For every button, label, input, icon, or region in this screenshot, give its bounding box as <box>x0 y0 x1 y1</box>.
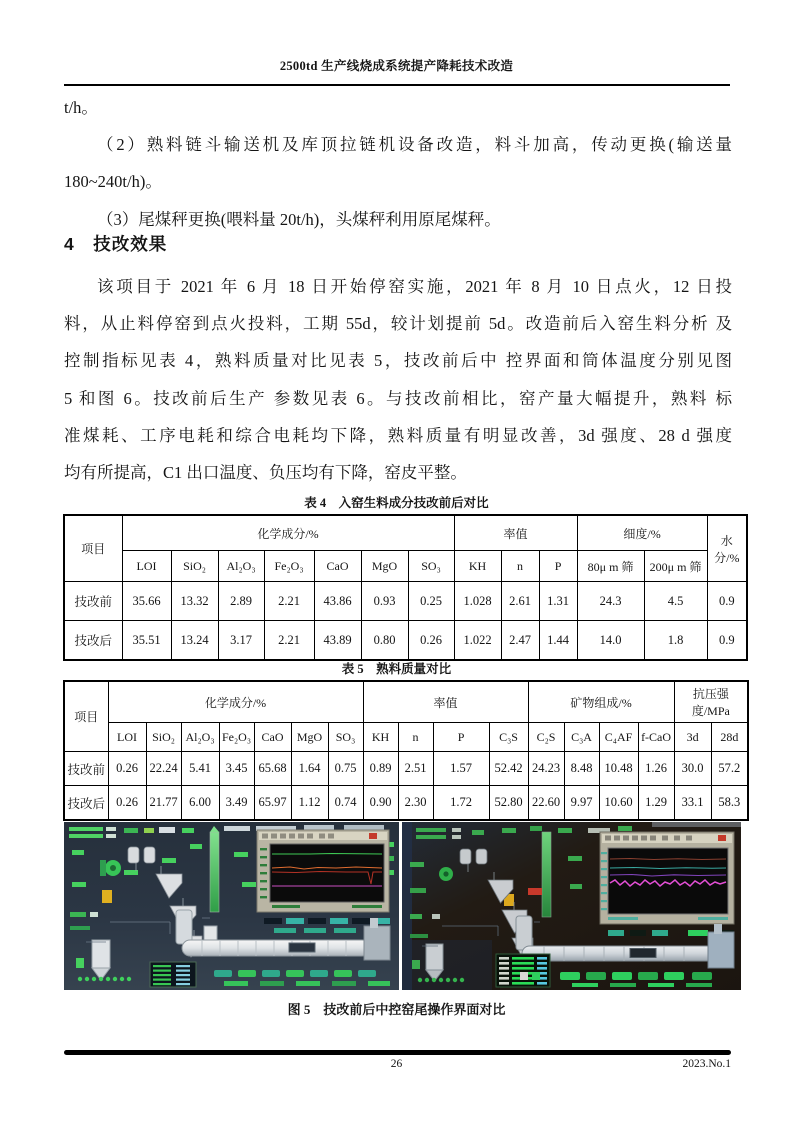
column-header-cell: CaO <box>254 723 291 752</box>
column-header-cell: n <box>501 551 539 582</box>
table-cell: 0.80 <box>361 621 408 661</box>
column-header-cell: 80μ m 筛 <box>577 551 644 582</box>
column-header-cell: KH <box>454 551 501 582</box>
table-cell: 1.44 <box>539 621 577 661</box>
text-line: 控制指标见表 4，熟料质量对比见表 5，技改前后中 控界面和筒体温度分别见图 <box>64 351 732 371</box>
table5-group-header-row <box>64 681 748 723</box>
footer-rule <box>64 1050 731 1055</box>
text-line: （2）熟料链斗输送机及库顶拉链机设备改造，料斗加高，传动更换(输送量 <box>97 135 732 155</box>
table5-subheader-row <box>64 723 748 752</box>
table4-corner-cell: 项目 <box>64 515 122 582</box>
table-cell: 1.29 <box>638 786 674 821</box>
table-cell: 1.26 <box>638 752 674 786</box>
trend-window <box>257 830 389 912</box>
table-cell: 1.72 <box>433 786 489 821</box>
table-cell: 9.97 <box>564 786 599 821</box>
column-header-cell: Fe₂O₃ <box>219 723 254 752</box>
table-cell: 1.57 <box>433 752 489 786</box>
red-status-chip <box>528 888 542 895</box>
table-cell: 0.75 <box>328 752 363 786</box>
table-cell: 65.97 <box>254 786 291 821</box>
table-cell: 0.25 <box>408 582 454 621</box>
table-cell: 8.48 <box>564 752 599 786</box>
riser-duct <box>542 832 551 917</box>
table-cell: 24.23 <box>528 752 564 786</box>
column-header-cell: 3d <box>674 723 711 752</box>
column-header-cell: Al₂O₃ <box>181 723 219 752</box>
table-cell: 43.86 <box>314 582 361 621</box>
column-header-cell: n <box>398 723 433 752</box>
column-header-cell: MgO <box>291 723 328 752</box>
table5-body <box>64 752 748 821</box>
table-cell: 22.60 <box>528 786 564 821</box>
table5-group-minerals: 矿物组成/% <box>528 681 674 723</box>
table-cell: 4.5 <box>644 582 707 621</box>
dcs-screen-before-graphic <box>64 822 399 990</box>
table5-caption: 表 5 熟料质量对比 <box>341 662 452 676</box>
column-header-cell: C₃S <box>489 723 528 752</box>
table-cell: 5.41 <box>181 752 219 786</box>
table-cell: 33.1 <box>674 786 711 821</box>
table4-group-moisture: 水分/% <box>707 515 747 582</box>
running-header: 2500td 生产线烧成系统提产降耗技术改造 <box>279 59 514 73</box>
column-header-cell: Fe₂O₃ <box>264 551 314 582</box>
table4-group-ratios: 率值 <box>454 515 577 551</box>
row-label: 技改后 <box>64 621 122 661</box>
fan-icon <box>439 867 453 881</box>
table-cell: 2.61 <box>501 582 539 621</box>
intro-text <box>64 89 732 238</box>
table-cell: 22.24 <box>146 752 181 786</box>
column-header-cell: 200μ m 筛 <box>644 551 707 582</box>
column-header-cell: C₂S <box>528 723 564 752</box>
column-header-cell: 28d <box>711 723 748 752</box>
dcs-screen-after-graphic <box>402 822 741 990</box>
table-cell: 57.2 <box>711 752 748 786</box>
table5-group-chemistry: 化学成分/% <box>108 681 363 723</box>
table5-corner-cell: 项目 <box>64 681 108 752</box>
table-cell: 0.26 <box>108 752 146 786</box>
table-cell: 1.022 <box>454 621 501 661</box>
dcs-screenshot-after <box>402 822 741 990</box>
table-cell: 43.89 <box>314 621 361 661</box>
text-line: 料，从止料停窑到点火投料，工期 55d，较计划提前 5d。改造前后入窑生料分析 及 <box>64 314 732 334</box>
text-line: 准煤耗、工序电耗和综合电耗均下降，熟料质量有明显改善，3d 强度、28 d 强度 <box>64 425 732 445</box>
table-cell: 2.47 <box>501 621 539 661</box>
table-cell: 0.89 <box>363 752 398 786</box>
section-heading: 4 技改效果 <box>64 234 168 254</box>
table-cell: 0.9 <box>707 582 747 621</box>
table-cell: 35.51 <box>122 621 171 661</box>
column-header-cell: SiO₂ <box>171 551 218 582</box>
figure-caption: 图 5 技改前后中控窑尾操作界面对比 <box>287 1002 506 1017</box>
table-cell: 0.26 <box>108 786 146 821</box>
column-header-cell: KH <box>363 723 398 752</box>
table-cell: 24.3 <box>577 582 644 621</box>
table-cell: 1.8 <box>644 621 707 661</box>
column-header-cell: SiO₂ <box>146 723 181 752</box>
table-cell: 0.90 <box>363 786 398 821</box>
table-cell: 1.64 <box>291 752 328 786</box>
column-header-cell: C₃A <box>564 723 599 752</box>
table-cell: 1.028 <box>454 582 501 621</box>
table-cell: 0.74 <box>328 786 363 821</box>
table-cell: 2.51 <box>398 752 433 786</box>
table-cell: 13.32 <box>171 582 218 621</box>
header-rule <box>64 84 730 86</box>
table-cell: 0.93 <box>361 582 408 621</box>
column-header-cell: SO₃ <box>408 551 454 582</box>
column-header-cell: SO₃ <box>328 723 363 752</box>
bezel-glare <box>652 822 741 827</box>
table-cell: 52.42 <box>489 752 528 786</box>
table-row <box>64 621 747 661</box>
values-table <box>496 954 550 987</box>
alarm-chip <box>102 890 112 903</box>
table-cell: 3.17 <box>218 621 264 661</box>
row-label: 技改前 <box>64 752 108 786</box>
column-header-cell: C₄AF <box>599 723 638 752</box>
table-cell: 14.0 <box>577 621 644 661</box>
table-cell: 58.3 <box>711 786 748 821</box>
table-cell: 21.77 <box>146 786 181 821</box>
column-header-cell: LOI <box>122 551 171 582</box>
table-raw-meal-comparison <box>63 514 748 661</box>
trend-window <box>600 832 734 924</box>
table-cell: 2.30 <box>398 786 433 821</box>
table4-group-chemistry: 化学成分/% <box>122 515 454 551</box>
row-label: 技改后 <box>64 786 108 821</box>
table-cell: 10.60 <box>599 786 638 821</box>
table-clinker-quality-comparison <box>63 680 749 821</box>
table-cell: 52.80 <box>489 786 528 821</box>
table5-group-strength: 抗压强度/MPa <box>674 681 748 723</box>
column-header-cell: MgO <box>361 551 408 582</box>
trend-close-icon <box>718 835 726 841</box>
table-cell: 10.48 <box>599 752 638 786</box>
table-cell: 3.49 <box>219 786 254 821</box>
table-cell: 35.66 <box>122 582 171 621</box>
table4-body <box>64 582 747 661</box>
text-line: 该项目于 2021 年 6 月 18 日开始停窑实施，2021 年 8 月 10 日点火，12 日投 <box>97 277 732 296</box>
text-line: （3）尾煤秤更换(喂料量 20t/h)，头煤秤利用原尾煤秤。 <box>97 209 501 229</box>
body-paragraph <box>64 268 732 491</box>
table4-group-header-row <box>64 515 747 551</box>
fan-icon <box>100 860 121 876</box>
table-cell: 2.89 <box>218 582 264 621</box>
table4-group-fineness: 细度/% <box>577 515 707 551</box>
table-cell: 30.0 <box>674 752 711 786</box>
text-line: 180~240t/h)。 <box>64 172 162 192</box>
table-row <box>64 582 747 621</box>
table4-caption: 表 4 入窑生料成分技改前后对比 <box>304 496 489 510</box>
values-table <box>150 962 196 987</box>
table-cell: 2.21 <box>264 582 314 621</box>
table-cell: 1.31 <box>539 582 577 621</box>
column-header-cell: LOI <box>108 723 146 752</box>
column-header-cell: P <box>433 723 489 752</box>
table-cell: 13.24 <box>171 621 218 661</box>
riser-duct <box>210 832 219 912</box>
text-line: 均有所提高，C1 出口温度、负压均有下降，窑皮平整。 <box>64 462 467 482</box>
issue-label: 2023.No.1 <box>682 1058 731 1070</box>
table4-subheader-row <box>64 551 747 582</box>
table-cell: 3.45 <box>219 752 254 786</box>
table-row <box>64 752 748 786</box>
table-cell: 0.9 <box>707 621 747 661</box>
table5-group-ratios: 率值 <box>363 681 528 723</box>
trend-close-icon <box>369 833 377 839</box>
text-line: t/h。 <box>64 98 98 117</box>
table-cell: 2.21 <box>264 621 314 661</box>
table-cell: 65.68 <box>254 752 291 786</box>
table-cell: 6.00 <box>181 786 219 821</box>
column-header-cell: CaO <box>314 551 361 582</box>
column-header-cell: P <box>539 551 577 582</box>
dcs-screenshot-before <box>64 822 399 990</box>
table-cell: 0.26 <box>408 621 454 661</box>
page-number: 26 <box>390 1058 403 1070</box>
text-line: 5 和图 6。技改前后生产 参数见表 6。与技改前相比，窑产量大幅提升，熟料 标 <box>64 388 732 408</box>
table-row <box>64 786 748 821</box>
column-header-cell: Al₂O₃ <box>218 551 264 582</box>
column-header-cell: f-CaO <box>638 723 674 752</box>
table-cell: 1.12 <box>291 786 328 821</box>
row-label: 技改前 <box>64 582 122 621</box>
